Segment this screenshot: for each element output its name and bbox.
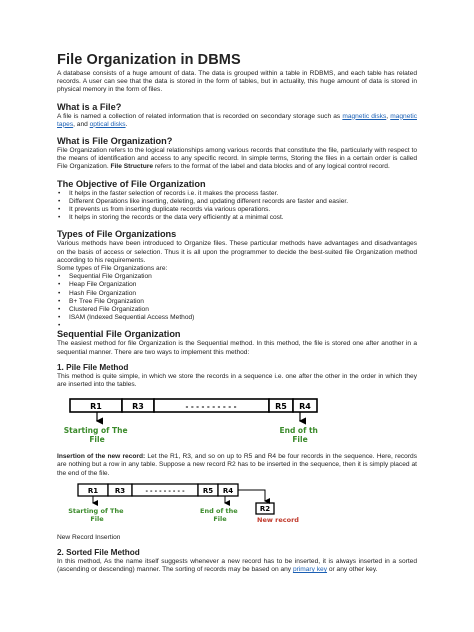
list-item: • Different Operations like inserting, deleting, and updating different records are faster and easier. <box>58 197 349 205</box>
end-label-line: File <box>213 514 227 523</box>
types-heading: Types of File Organizations <box>57 229 177 240</box>
record-label: - - - - - - - - - - <box>185 403 237 412</box>
list-item: • Clustered File Organization <box>58 306 149 314</box>
record-label: R1 <box>87 486 99 495</box>
end-label-line: End of the <box>200 506 238 515</box>
record-label: R4 <box>299 402 311 412</box>
what-is-org-paragraph: File Organization refers to the logical relationships among various records that constitute the file, particularly with respect to the means of identification and access to any specific record. In simple terms, Storing the files in a certain order is called File Organization. File Structure refers to the format of the label and data blocks and of any logical control record. <box>57 147 417 171</box>
sorted-paragraph: In this method, As the name itself suggests whenever a new record has to be inserted, it is always inserted in a sorted (ascending or descending) manner. The sorting of records may be based on any primary key or any other key. <box>57 558 417 574</box>
record-label: - - - - - - - - - <box>145 487 185 495</box>
pile-paragraph: This method is quite simple, in which we store the records in a sequence i.e. one after the other in the order in which they are inserted into the tables. <box>57 372 417 389</box>
pile-file-diagram <box>57 395 417 449</box>
record-label: R1 <box>90 402 102 412</box>
record-label: R4 <box>222 486 234 495</box>
pile-file-diagram-svg <box>57 395 417 449</box>
new-record-caption: New record <box>257 515 299 524</box>
document-page <box>57 52 417 575</box>
start-label <box>64 426 130 444</box>
insertion-paragraph: Insertion of the new record: Let the R1, R3, and so on up to R5 and R4 be four records in the sequence. Here, records are nothing but a row in any table. Suppose a new record R2 has to be inserted in the sequence, then it is simply placed at the end of the file. <box>57 453 417 477</box>
sequential-heading: Sequential File Organization <box>57 329 181 340</box>
end-label-line: File <box>292 435 308 445</box>
types-paragraph: Various methods have been introduced to Organize files. These particular methods have advantages and disadvantages on the basis of access or selection. Thus it is all upon the programmer to decide the best-suited file Organization method according to his requirements. <box>57 240 417 264</box>
page-title: File Organization in DBMS <box>57 52 241 68</box>
list-item: • ISAM (Indexed Sequential Access Method) <box>58 314 195 322</box>
objective-heading: The Objective of File Organization <box>57 178 206 189</box>
record-label: R3 <box>132 402 144 412</box>
insertion-diagram-svg <box>57 482 417 532</box>
list-item: • It helps in storing the records or the data very efficiently at a minimal cost. <box>58 214 284 222</box>
insert-connector <box>238 490 265 501</box>
list-item: • Sequential File Organization <box>58 273 152 281</box>
magnetic-disks-link[interactable]: magnetic disks <box>342 112 387 120</box>
start-label-line: Starting of The <box>68 506 124 515</box>
new-record-label: R2 <box>259 504 271 513</box>
end-label <box>279 426 320 444</box>
primary-key-link[interactable]: primary key <box>292 566 328 574</box>
start-label-line: Starting of The <box>63 426 128 436</box>
start-label-line: File <box>89 435 105 445</box>
end-label <box>200 507 240 523</box>
optical-disks-link[interactable]: optical disks <box>89 120 126 128</box>
end-label-line: End of th <box>279 426 318 436</box>
list-item: • Hash File Organization <box>58 289 137 297</box>
record-label: R5 <box>275 402 287 412</box>
insertion-diagram <box>57 482 417 532</box>
what-is-file-paragraph: A file is named a collection of related information that is recorded on secondary storage such as magnetic disks, magnetic tapes, and optical disks. <box>57 112 417 128</box>
objective-list <box>57 190 417 223</box>
list-item: • It helps in the faster selection of records i.e. it makes the process faster. <box>58 189 279 197</box>
what-is-org-heading: What is File Organization? <box>57 136 173 147</box>
types-list: • Sequential File Organization • Heap File Organization • Hash File Organization • B+ Tree File Organization • Clustered File Organization • ISAM (Indexed Sequential Access Method) • <box>57 273 417 322</box>
start-label <box>68 507 126 523</box>
list-item: • B+ Tree File Organization <box>58 297 144 305</box>
diagram-caption: New Record Insertion <box>57 533 121 541</box>
insertion-term: Insertion of the new record: <box>57 453 146 461</box>
start-label-line: File <box>90 514 104 523</box>
list-item: • It prevents us from inserting duplicate records via various operations. <box>58 206 271 214</box>
types-intro-line: Some types of File Organizations are: <box>57 265 168 273</box>
pile-heading: 1. Pile File Method <box>57 362 129 372</box>
file-structure-term: File Structure <box>110 163 154 171</box>
magnetic-tapes-link[interactable]: magnetic tapes <box>57 112 417 128</box>
sorted-heading: 2. Sorted File Method <box>57 548 140 558</box>
sequential-paragraph: The easiest method for file Organization is the Sequential method. In this method, the file is stored one after another in a sequential manner. There are two ways to implement this method: <box>57 340 417 356</box>
record-label: R3 <box>114 486 126 495</box>
what-is-file-heading: What is a File? <box>57 101 122 112</box>
record-label: R5 <box>202 486 214 495</box>
intro-paragraph: A database consists of a huge amount of data. The data is grouped within a table in RDBMS, and each table has related records. A user can see that the data is stored in the form of tables, but in actuality, this huge amount of data is stored in physical memory in the form of files. <box>57 70 417 94</box>
list-item: • Heap File Organization <box>58 281 137 289</box>
